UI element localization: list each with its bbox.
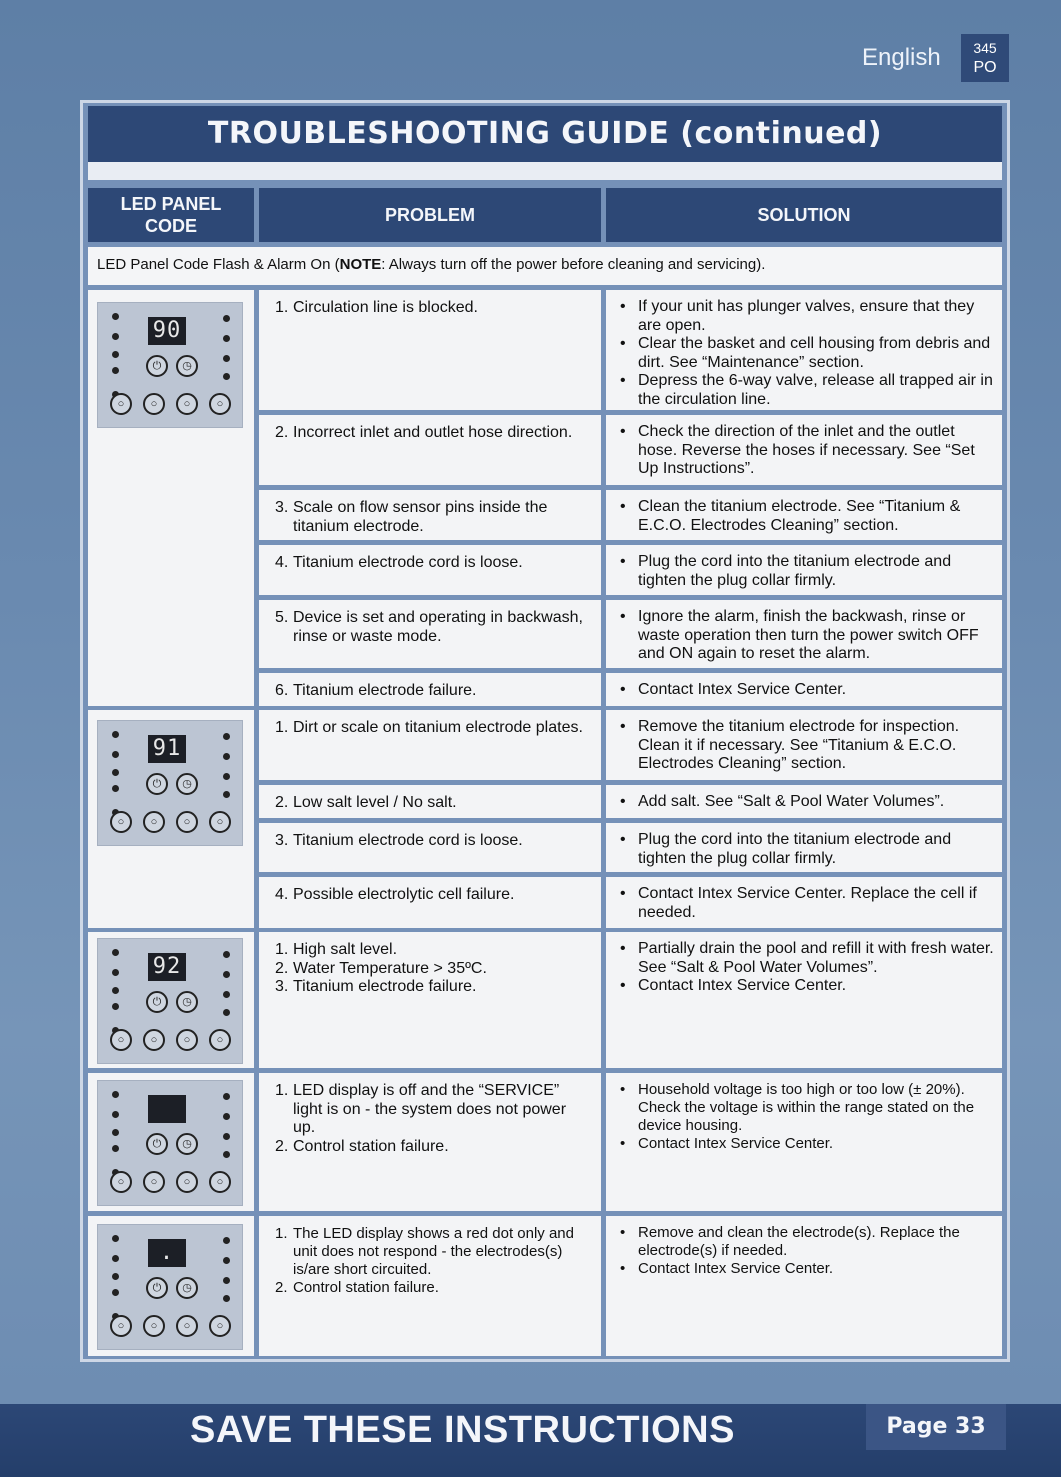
indicator-light — [223, 1113, 230, 1120]
column-header-solution: SOLUTION — [606, 188, 1002, 242]
problem-text: High salt level. — [293, 941, 398, 958]
problem-item — [275, 1138, 591, 1157]
indicator-light — [112, 949, 119, 956]
problem-cell — [259, 1073, 601, 1211]
led-display — [148, 1095, 186, 1123]
solution-cell — [606, 877, 1002, 928]
problem-text: Titanium electrode failure. — [293, 682, 477, 699]
indicator-light — [112, 769, 119, 776]
problem-text: Incorrect inlet and outlet hose direction. — [293, 424, 573, 441]
indicator-light — [223, 1277, 230, 1284]
problem-number: 6. — [275, 682, 289, 699]
eco-button-icon: ○ — [209, 811, 231, 833]
boost-button-icon: ○ — [143, 1315, 165, 1337]
power-button-icon: ⏻ — [146, 991, 168, 1013]
selfclean-button-icon: ○ — [110, 1029, 132, 1051]
lock-button-icon: ○ — [176, 1315, 198, 1337]
led-display: 90 — [148, 317, 186, 345]
problem-text: Device is set and operating in backwash, rinse or waste mode. — [293, 609, 583, 645]
column-header-problem: PROBLEM — [259, 188, 601, 242]
problem-text: Circulation line is blocked. — [293, 299, 478, 316]
indicator-light — [112, 333, 119, 340]
solution-list — [620, 1224, 994, 1278]
solution-item: • Contact Intex Service Center. Replace the cell if needed. — [620, 885, 994, 922]
indicator-light — [112, 1111, 119, 1118]
solution-item: • Plug the cord into the titanium electrode and tighten the plug collar firmly. — [620, 831, 994, 868]
indicator-light — [223, 1237, 230, 1244]
indicator-light — [223, 1257, 230, 1264]
problem-number: 5. — [275, 609, 289, 626]
lock-button-icon: ○ — [176, 393, 198, 415]
document-code-language: PO — [973, 59, 997, 76]
problem-cell — [259, 932, 601, 1068]
problem-cell — [259, 600, 601, 668]
problem-text: Water Temperature > 35ºC. — [293, 959, 487, 977]
boost-button-icon: ○ — [143, 393, 165, 415]
solution-item: • Depress the 6-way valve, release all trapped air in the circulation line. — [620, 372, 994, 409]
solution-item: • Clean the titanium electrode. See “Titanium & E.C.O. Electrodes Cleaning” section. — [620, 498, 994, 535]
solution-list — [620, 831, 994, 868]
problem-cell — [259, 415, 601, 485]
timer-button-icon: ◷ — [176, 355, 198, 377]
timer-button-icon: ◷ — [176, 991, 198, 1013]
indicator-light — [112, 1255, 119, 1262]
page-title: TROUBLESHOOTING GUIDE (continued) — [88, 106, 1002, 162]
indicator-light — [112, 351, 119, 358]
solution-item: • Check the direction of the inlet and the outlet hose. Reverse the hoses if necessary. See “Set Up Instructions”. — [620, 423, 994, 479]
problem-text: Possible electrolytic cell failure. — [293, 886, 515, 903]
note-suffix: : Always turn off the power before cleaning and servicing). — [381, 256, 766, 273]
indicator-light — [223, 315, 230, 322]
indicator-light — [223, 791, 230, 798]
solution-item: • Contact Intex Service Center. — [620, 977, 994, 996]
indicator-light — [223, 355, 230, 362]
problem-text: Control station failure. — [293, 1279, 439, 1296]
solution-list — [620, 553, 994, 590]
indicator-light — [112, 751, 119, 758]
problem-cell — [259, 877, 601, 928]
indicator-light — [112, 1273, 119, 1280]
solution-cell — [606, 932, 1002, 1068]
problem-item — [275, 960, 591, 979]
problem-cell — [259, 823, 601, 872]
solution-cell — [606, 545, 1002, 595]
lock-button-icon: ○ — [176, 811, 198, 833]
indicator-light — [223, 951, 230, 958]
power-button-icon: ⏻ — [146, 355, 168, 377]
problem-item — [275, 978, 591, 997]
solution-cell — [606, 823, 1002, 872]
indicator-light — [112, 1235, 119, 1242]
problem-number: 2. — [275, 959, 289, 977]
problem-text: Titanium electrode failure. — [293, 978, 477, 995]
problem-number: 4. — [275, 554, 289, 571]
column-header-led-label: LED PANEL CODE — [120, 194, 222, 236]
eco-button-icon: ○ — [209, 393, 231, 415]
solution-cell — [606, 600, 1002, 668]
problem-number: 1. — [275, 299, 289, 316]
indicator-light — [223, 773, 230, 780]
solution-cell — [606, 415, 1002, 485]
led-display: 91 — [148, 735, 186, 763]
problem-number: 2. — [275, 424, 289, 441]
selfclean-button-icon: ○ — [110, 811, 132, 833]
language-label: English — [862, 44, 941, 71]
solution-item: • If your unit has plunger valves, ensure that they are open. — [620, 298, 994, 335]
solution-item: • Contact Intex Service Center. — [620, 1260, 994, 1278]
solution-item: • Ignore the alarm, finish the backwash, rinse or waste operation then turn the power switch OFF and ON again to reset the alarm. — [620, 608, 994, 664]
solution-cell — [606, 490, 1002, 540]
problem-cell — [259, 673, 601, 706]
indicator-light — [223, 335, 230, 342]
note-bold: NOTE — [339, 256, 382, 273]
indicator-light — [112, 313, 119, 320]
indicator-light — [112, 987, 119, 994]
solution-item: • Household voltage is too high or too low (± 20%). Check the voltage is within the range stated on the device housing. — [620, 1081, 994, 1135]
problem-number: 1. — [275, 941, 289, 958]
solution-cell — [606, 785, 1002, 818]
solution-list — [620, 1081, 994, 1153]
led-display: 92 — [148, 953, 186, 981]
solution-list — [620, 423, 994, 479]
power-button-icon: ⏻ — [146, 1133, 168, 1155]
problem-item — [275, 499, 591, 536]
solution-list — [620, 608, 994, 664]
problem-item — [275, 886, 591, 905]
problem-number: 3. — [275, 499, 289, 516]
problem-item — [275, 1082, 591, 1138]
problem-number: 2. — [275, 1279, 288, 1296]
page-number: Page 33 — [866, 1404, 1006, 1450]
solution-cell — [606, 290, 1002, 410]
boost-button-icon: ○ — [143, 1029, 165, 1051]
eco-button-icon: ○ — [209, 1171, 231, 1193]
indicator-light — [223, 373, 230, 380]
indicator-light — [223, 991, 230, 998]
problem-text: Titanium electrode cord is loose. — [293, 832, 523, 849]
problem-text: LED display is off and the “SERVICE” light is on - the system does not power up. — [293, 1082, 567, 1136]
selfclean-button-icon: ○ — [110, 1171, 132, 1193]
indicator-light — [112, 969, 119, 976]
document-code-badge — [961, 34, 1009, 82]
indicator-light — [223, 1009, 230, 1016]
problem-cell — [259, 545, 601, 595]
power-button-icon: ⏻ — [146, 1277, 168, 1299]
led-panel-image — [97, 720, 243, 846]
solution-cell — [606, 673, 1002, 706]
indicator-light — [112, 367, 119, 374]
solution-list — [620, 498, 994, 535]
indicator-light — [223, 753, 230, 760]
problem-text: Dirt or scale on titanium electrode plates. — [293, 719, 583, 736]
indicator-light — [112, 1003, 119, 1010]
led-panel-image — [97, 1224, 243, 1350]
indicator-light — [223, 733, 230, 740]
problem-item — [275, 794, 591, 813]
timer-button-icon: ◷ — [176, 773, 198, 795]
indicator-light — [112, 785, 119, 792]
boost-button-icon: ○ — [143, 811, 165, 833]
led-display: . — [148, 1239, 186, 1267]
solution-list — [620, 885, 994, 922]
problem-cell — [259, 710, 601, 780]
solution-item: • Contact Intex Service Center. — [620, 681, 994, 700]
problem-number: 3. — [275, 832, 289, 849]
indicator-light — [112, 1145, 119, 1152]
solution-item: • Remove the titanium electrode for inspection. Clean it if necessary. See “Titanium & E.C.O. Electrodes Cleaning” section. — [620, 718, 994, 774]
solution-item: • Plug the cord into the titanium electrode and tighten the plug collar firmly. — [620, 553, 994, 590]
problem-text: Low salt level / No salt. — [293, 794, 457, 811]
problem-item — [275, 554, 591, 573]
solution-item: • Add salt. See “Salt & Pool Water Volumes”. — [620, 793, 994, 812]
indicator-light — [112, 731, 119, 738]
indicator-light — [112, 1091, 119, 1098]
problem-item — [275, 1225, 591, 1279]
led-panel-image — [97, 302, 243, 428]
lock-button-icon: ○ — [176, 1029, 198, 1051]
power-button-icon: ⏻ — [146, 773, 168, 795]
problem-text: Titanium electrode cord is loose. — [293, 554, 523, 571]
problem-item — [275, 424, 591, 443]
problem-item — [275, 941, 591, 960]
lock-button-icon: ○ — [176, 1171, 198, 1193]
solution-list — [620, 718, 994, 774]
problem-number: 2. — [275, 1137, 289, 1155]
problem-cell — [259, 290, 601, 410]
selfclean-button-icon: ○ — [110, 393, 132, 415]
solution-list — [620, 681, 994, 700]
problem-cell — [259, 1216, 601, 1356]
problem-number: 2. — [275, 794, 289, 811]
problem-item — [275, 1279, 591, 1297]
problem-number: 1. — [275, 1082, 289, 1099]
eco-button-icon: ○ — [209, 1315, 231, 1337]
timer-button-icon: ◷ — [176, 1133, 198, 1155]
note-row — [88, 247, 1002, 285]
solution-list — [620, 940, 994, 996]
column-header-led — [88, 188, 254, 242]
indicator-light — [223, 1295, 230, 1302]
problem-text: Control station failure. — [293, 1137, 449, 1155]
problem-item — [275, 682, 591, 701]
selfclean-button-icon: ○ — [110, 1315, 132, 1337]
problem-number: 1. — [275, 1225, 288, 1242]
problem-item — [275, 719, 591, 738]
eco-button-icon: ○ — [209, 1029, 231, 1051]
document-code-number: 345 — [973, 40, 997, 56]
solution-list — [620, 298, 994, 409]
problem-cell — [259, 490, 601, 540]
indicator-light — [223, 971, 230, 978]
problem-item — [275, 299, 591, 318]
footer-title: SAVE THESE INSTRUCTIONS — [190, 1409, 735, 1451]
problem-number: 3. — [275, 978, 289, 995]
problem-item — [275, 832, 591, 851]
solution-item: • Remove and clean the electrode(s). Replace the electrode(s) if needed. — [620, 1224, 994, 1260]
solution-cell — [606, 710, 1002, 780]
solution-list — [620, 793, 994, 812]
solution-item: • Partially drain the pool and refill it with fresh water. See “Salt & Pool Water Volumes”. — [620, 940, 994, 977]
solution-item: • Clear the basket and cell housing from debris and dirt. See “Maintenance” section. — [620, 335, 994, 372]
problem-number: 1. — [275, 719, 289, 736]
indicator-light — [112, 1129, 119, 1136]
title-divider — [88, 162, 1002, 180]
solution-cell — [606, 1073, 1002, 1211]
problem-item — [275, 609, 591, 646]
problem-cell — [259, 785, 601, 818]
led-panel-image — [97, 938, 243, 1064]
indicator-light — [223, 1151, 230, 1158]
indicator-light — [112, 1289, 119, 1296]
solution-cell — [606, 1216, 1002, 1356]
problem-number: 4. — [275, 886, 289, 903]
note-prefix: LED Panel Code Flash & Alarm On ( — [97, 256, 340, 273]
indicator-light — [223, 1093, 230, 1100]
indicator-light — [223, 1133, 230, 1140]
led-panel-image — [97, 1080, 243, 1206]
problem-text: Scale on flow sensor pins inside the titanium electrode. — [293, 499, 548, 535]
boost-button-icon: ○ — [143, 1171, 165, 1193]
problem-text: The LED display shows a red dot only and unit does not respond - the electrodes(s) is/are short circuited. — [293, 1225, 574, 1278]
solution-item: • Contact Intex Service Center. — [620, 1135, 994, 1153]
timer-button-icon: ◷ — [176, 1277, 198, 1299]
